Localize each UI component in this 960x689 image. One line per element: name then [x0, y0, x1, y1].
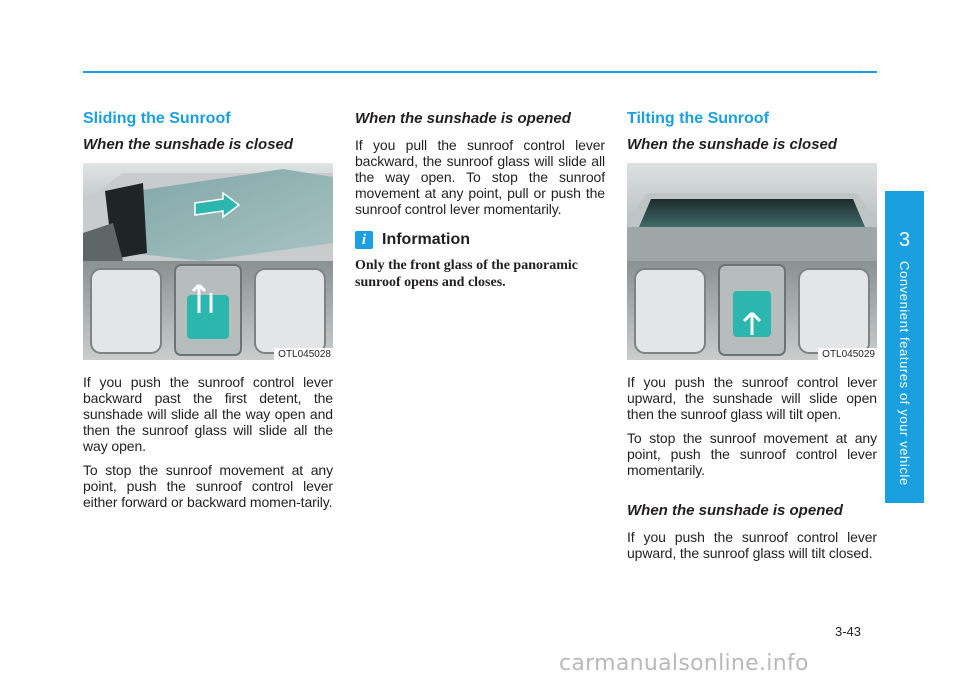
chapter-title: Convenient features of your vehicle [897, 261, 912, 486]
paragraph-shade-opened: If you pull the sunroof control lever backward, the sunroof glass will slide all the way open. To stop the sunroof movement at any point, pull or push the sunroof control lever momentarily. [355, 137, 605, 217]
subheading-shade-closed: When the sunshade is closed [83, 136, 294, 153]
information-icon: i [355, 231, 373, 249]
figure-sliding-sunroof [83, 163, 333, 360]
subheading-tilt-shade-closed: When the sunshade is closed [627, 136, 838, 153]
figure-tilting-sunroof [627, 163, 877, 360]
sunroof-tilt-illustration [627, 163, 877, 360]
sunroof-slide-illustration [83, 163, 333, 360]
paragraph-slide-1: If you push the sunroof control lever backward past the first detent, the sunshade will slide all the way open and then the sunroof glass will slide all the way open. [83, 374, 333, 454]
subheading-shade-opened: When the sunshade is opened [355, 110, 571, 127]
figure-code-2: OTL045029 [818, 348, 877, 360]
column-shade-opened [355, 110, 605, 291]
column-sliding [83, 110, 333, 518]
paragraph-tilt-3: If you push the sunroof control lever upward, the sunroof glass will tilt closed. [627, 529, 877, 561]
section-heading-sliding: Sliding the Sunroof [83, 110, 231, 127]
watermark: carmanualsonline.info [559, 651, 809, 676]
chapter-number: 3 [898, 229, 911, 251]
information-title: Information [382, 231, 470, 248]
section-heading-tilting: Tilting the Sunroof [627, 110, 769, 127]
column-tilting [627, 110, 877, 569]
information-box-header [355, 231, 605, 249]
subheading-tilt-shade-opened: When the sunshade is opened [627, 502, 843, 519]
paragraph-tilt-1: If you push the sunroof control lever upward, the sunshade will slide open then the sunroof glass will tilt open. [627, 374, 877, 422]
header-rule [83, 71, 877, 73]
paragraph-tilt-2: To stop the sunroof movement at any point, push the sunroof control lever momentarily. [627, 430, 877, 478]
figure-code-1: OTL045028 [274, 348, 333, 360]
page-number: 3-43 [835, 624, 862, 639]
paragraph-slide-2: To stop the sunroof movement at any point, push the sunroof control lever either forward or backward momen-tarily. [83, 462, 333, 510]
information-text: Only the front glass of the panoramic sunroof opens and closes. [355, 258, 578, 290]
chapter-side-tab [885, 191, 924, 503]
